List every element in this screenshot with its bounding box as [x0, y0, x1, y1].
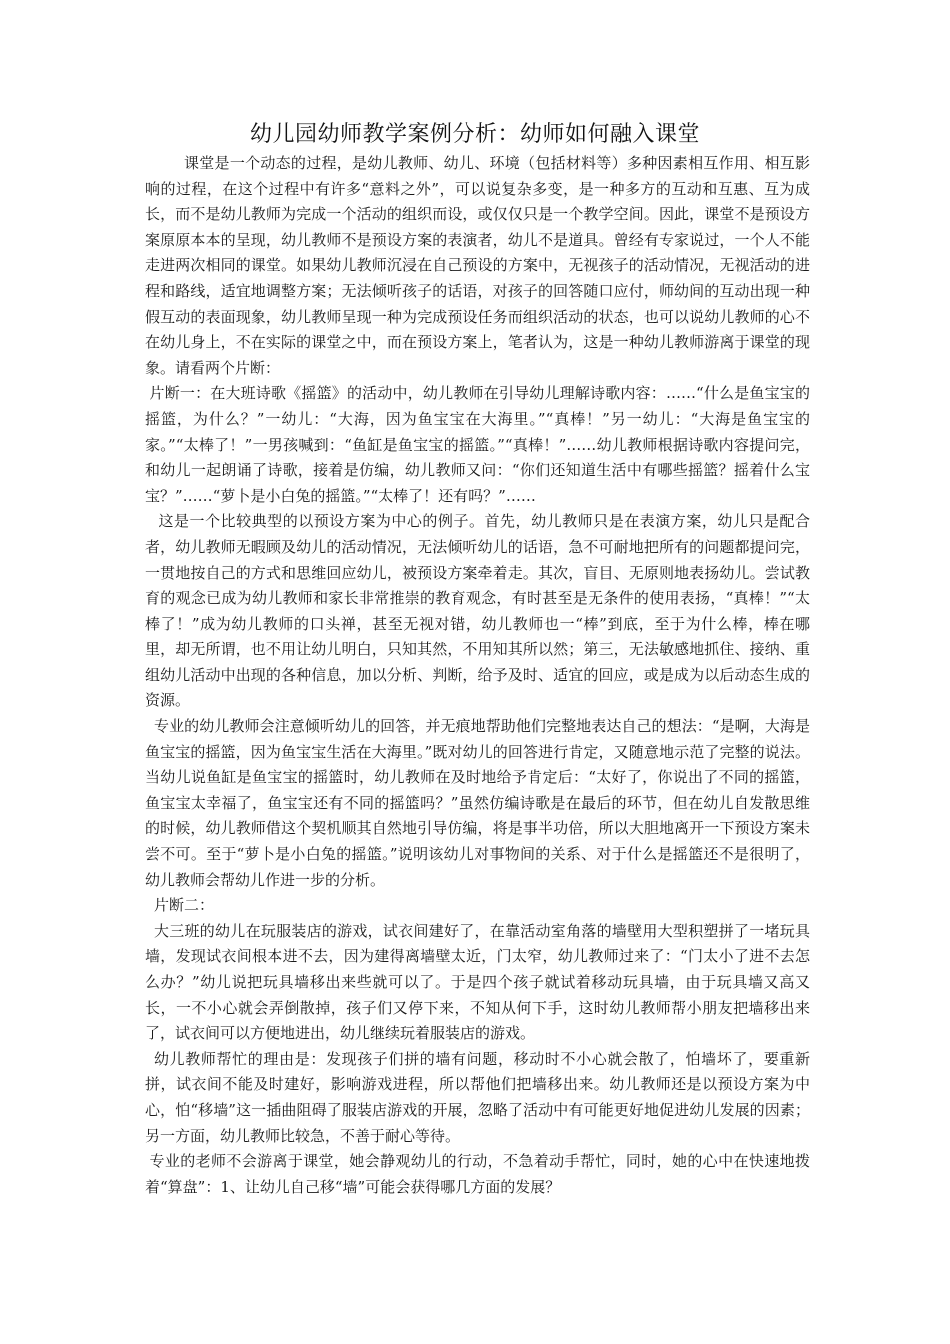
paragraph-professional-two: 专业的老师不会游离于课堂，她会静观幼儿的行动，不急着动手帮忙，同时，她的心中在快速地拨着“算盘”：1、让幼儿自己移“墙”可能会获得哪几方面的发展？: [145, 1152, 810, 1196]
paragraph-intro: 课堂是一个动态的过程，是幼儿教师、幼儿、环境（包括材料等）多种因素相互作用、相互影响的过程，在这个过程中有许多“意料之外”，可以说复杂多变，是一种多方的互动和互惠、互为成长，而不是幼儿教师为完成一个活动的组织而设，或仅仅只是一个教学空间。因此，课堂不是预设方案原原本本的呈现，幼儿教师不是预设方案的表演者，幼儿不是道具。曾经有专家说过，一个人不能走进两次相同的课堂。如果幼儿教师沉浸在自己预设的方案中，无视孩子的活动情况，无视活动的进程和路线，适宜地调整方案；无法倾听孩子的话语，对孩子的回答随口应付，师幼间的互动出现一种假互动的表面现象，幼儿教师呈现一种为完成预设任务而组织活动的状态，也可以说幼儿教师的心不在幼儿身上，不在实际的课堂之中，而在预设方案上，笔者认为，这是一种幼儿教师游离于课堂的现象。请看两个片断：: [145, 154, 810, 377]
paragraph-professional-one: 专业的幼儿教师会注意倾听幼儿的回答，并无痕地帮助他们完整地表达自己的想法：“是啊，大海是鱼宝宝的摇篮，因为鱼宝宝生活在大海里。”既对幼儿的回答进行肯定，又随意地示范了完整的说法。当幼儿说鱼缸是鱼宝宝的摇篮时，幼儿教师在及时地给予肯定后：“太好了，你说出了不同的摇篮，鱼宝宝太幸福了，鱼宝宝还有不同的摇篮吗？”虽然仿编诗歌是在最后的环节，但在幼儿自发散思维的时候，幼儿教师借这个契机顺其自然地引导仿编，将是事半功倍，所以大胆地离开一下预设方案未尝不可。至于“萝卜是小白兔的摇篮。”说明该幼儿对事物间的关系、对于什么是摇篮还不是很明了，幼儿教师会帮幼儿作进一步的分析。: [145, 717, 810, 889]
document-title: 幼儿园幼师教学案例分析：幼师如何融入课堂: [249, 122, 700, 147]
document-body: [145, 151, 810, 1200]
paragraph-fragment-one: 片断一：在大班诗歌《摇篮》的活动中，幼儿教师在引导幼儿理解诗歌内容：……“什么是鱼宝宝的摇篮，为什么？”一幼儿：“大海，因为鱼宝宝在大海里。”“真棒！”另一幼儿：“大海是鱼宝宝的家。”“太棒了！”一男孩喊到：“鱼缸是鱼宝宝的摇篮。”“真棒！”……幼儿教师根据诗歌内容提问完，和幼儿一起朗诵了诗歌，接着是仿编，幼儿教师又问：“你们还知道生活中有哪些摇篮？摇着什么宝宝？”……“萝卜是小白兔的摇篮。”“太棒了！还有吗？”……: [145, 384, 810, 505]
paragraph-analysis-one: 这是一个比较典型的以预设方案为中心的例子。首先，幼儿教师只是在表演方案，幼儿只是配合者，幼儿教师无暇顾及幼儿的活动情况，无法倾听幼儿的话语，急不可耐地把所有的问题都提问完，一贯地按自己的方式和思维回应幼儿，被预设方案牵着走。其次，盲目、无原则地表扬幼儿。尝试教育的观念已成为幼儿教师和家长非常推崇的教育观念，有时甚至是无条件的使用表扬，“真棒！”“太棒了！”成为幼儿教师的口头禅，甚至无视对错，幼儿教师也一“棒”到底，至于为什么棒，棒在哪里，却无所谓，也不用让幼儿明白，只知其然，不用知其所以然；第三，无法敏感地抓住、接纳、重组幼儿活动中出现的各种信息，加以分析、判断，给予及时、适宜的回应，或是成为以后动态生成的资源。: [145, 512, 810, 710]
paragraph-analysis-two: 幼儿教师帮忙的理由是：发现孩子们拼的墙有问题，移动时不小心就会散了，怕墙坏了，要重新拼，试衣间不能及时建好，影响游戏进程，所以帮他们把墙移出来。幼儿教师还是以预设方案为中心，怕“移墙”这一插曲阻碍了服装店游戏的开展，忽略了活动中有可能更好地促进幼儿发展的因素；另一方面，幼儿教师比较急，不善于耐心等待。: [145, 1049, 810, 1145]
paragraph-fragment-two: 大三班的幼儿在玩服装店的游戏，试衣间建好了，在靠活动室角落的墙壁用大型积塑拼了一堵玩具墙，发现试衣间根本进不去，因为建得离墙壁太近，门太窄，幼儿教师过来了：“门太小了进不去怎么办？”幼儿说把玩具墙移出来些就可以了。于是四个孩子就试着移动玩具墙，由于玩具墙又高又长，一不小心就会弄倒散掉，孩子们又停下来，不知从何下手，这时幼儿教师帮小朋友把墙移出来了，试衣间可以方便地进出，幼儿继续玩着服装店的游戏。: [145, 921, 810, 1043]
paragraph-fragment-two-label: 片断二：: [154, 896, 215, 915]
